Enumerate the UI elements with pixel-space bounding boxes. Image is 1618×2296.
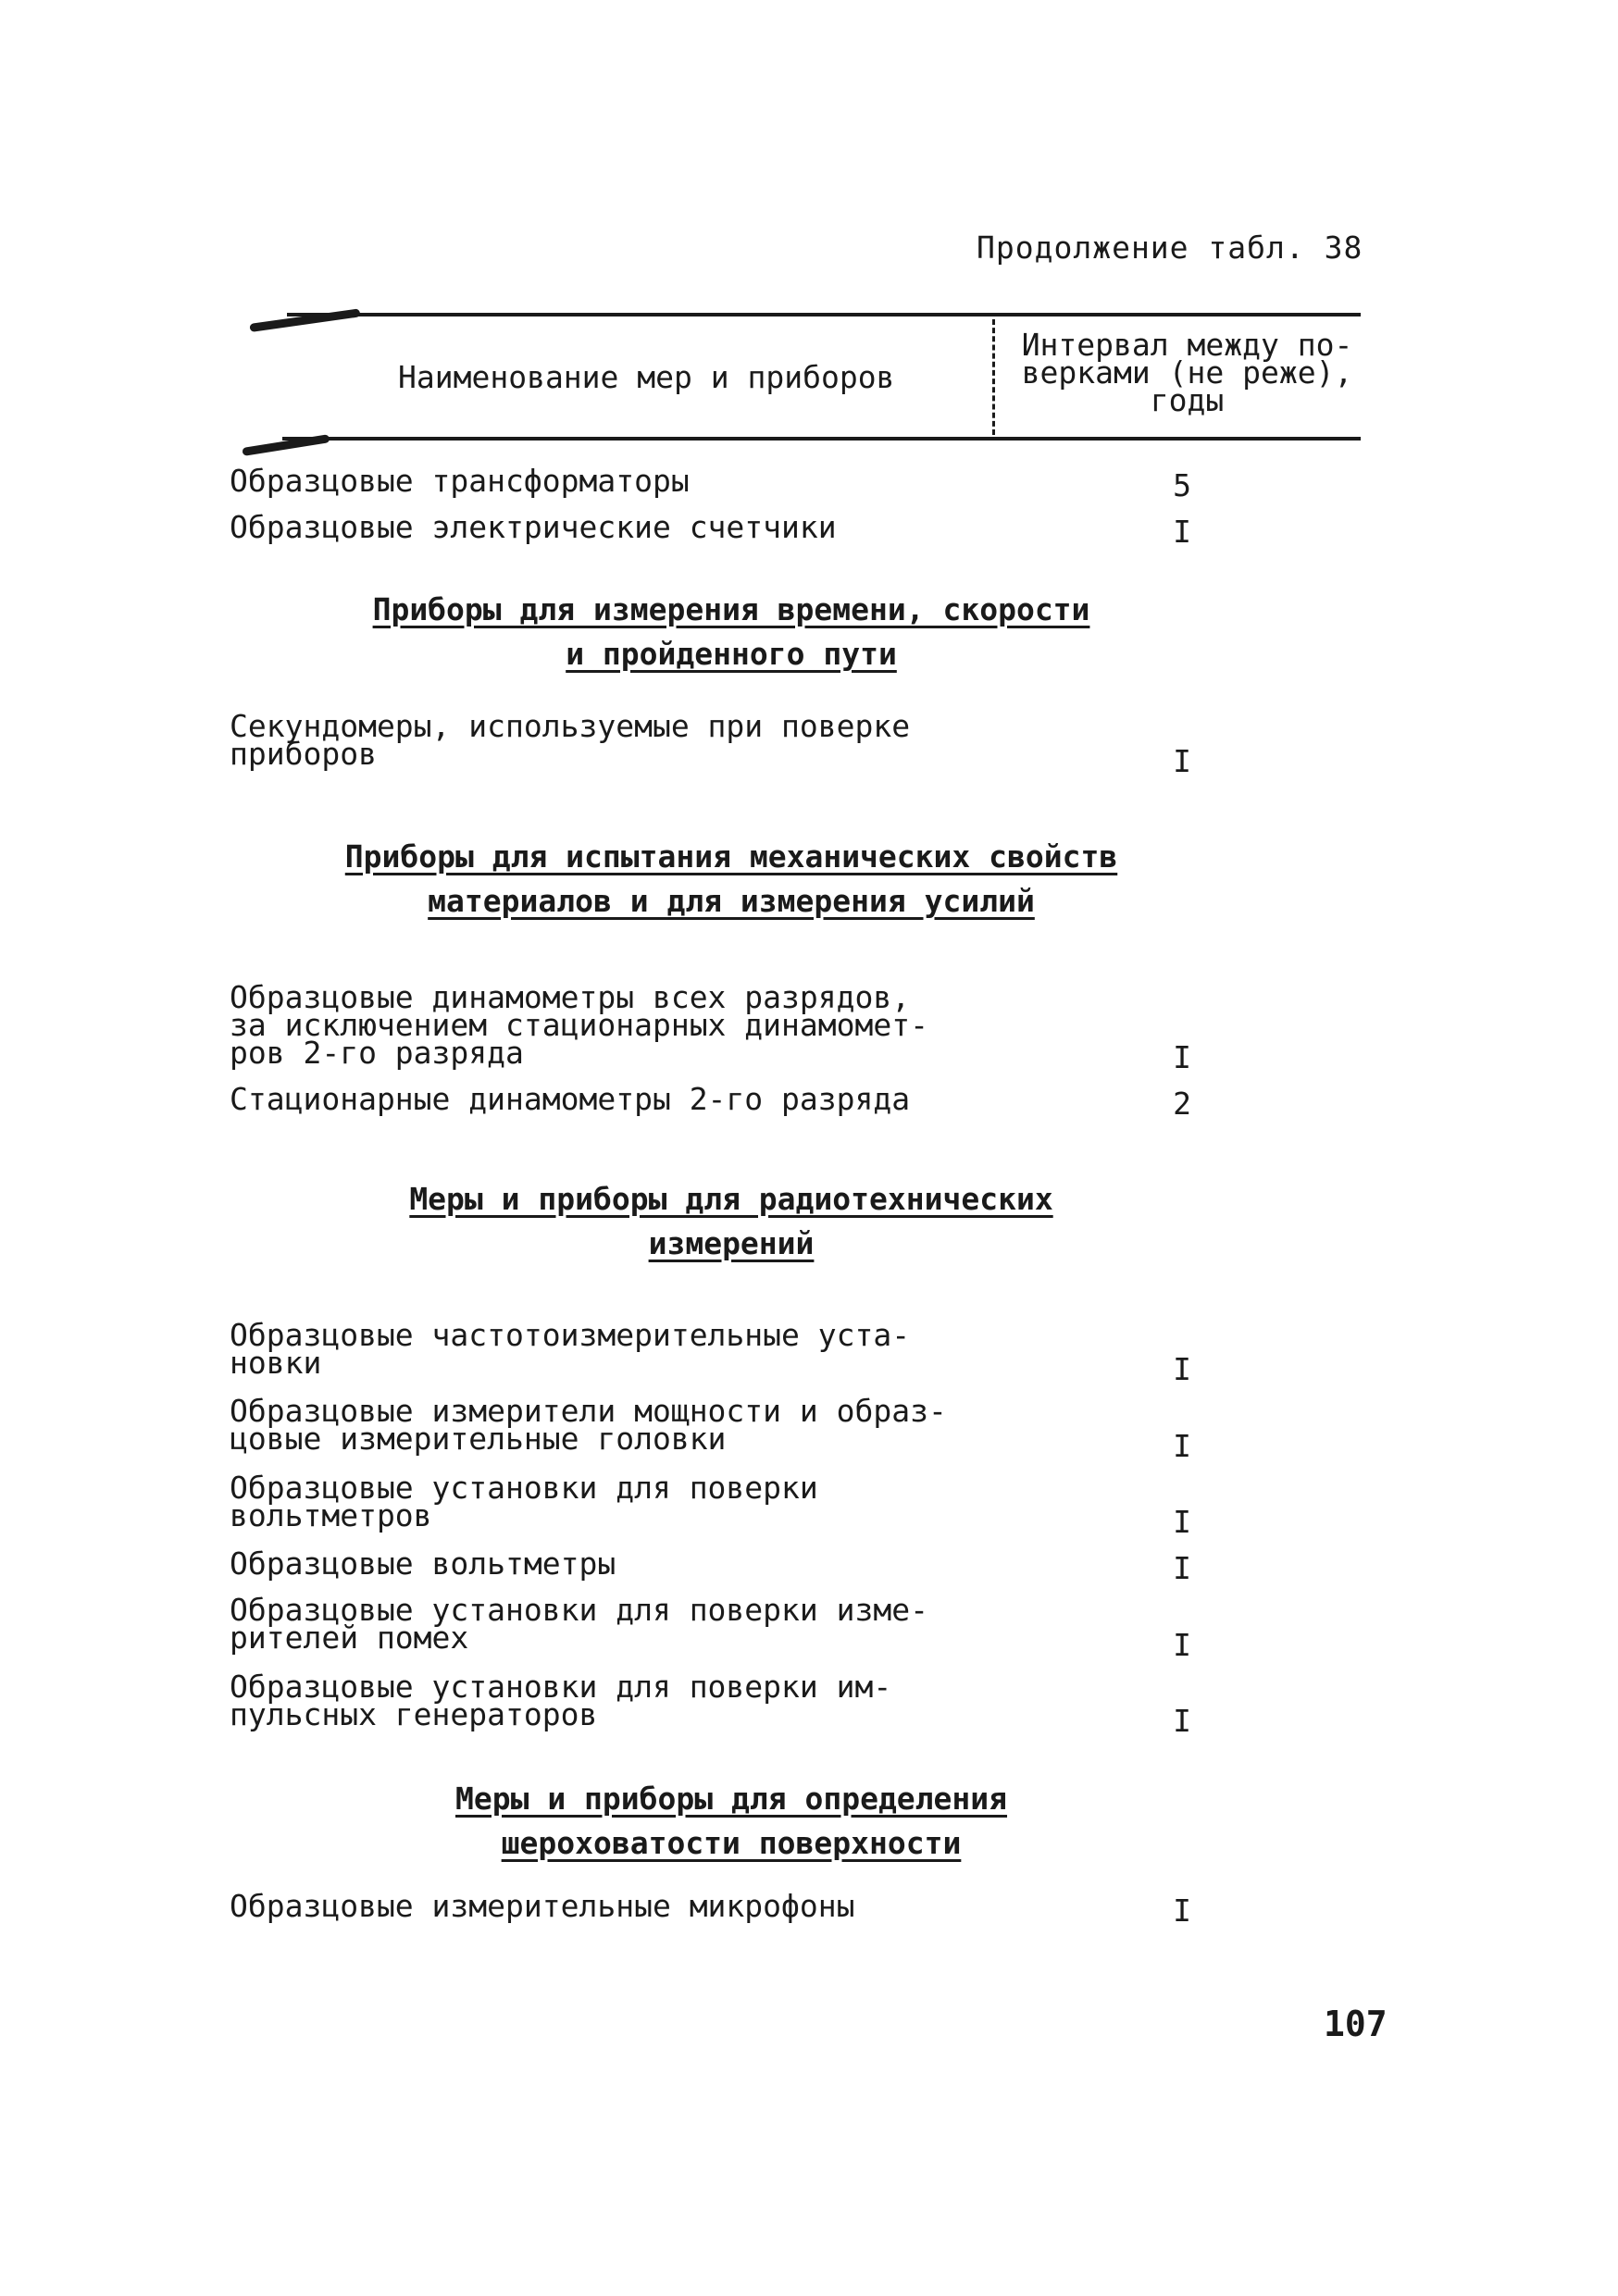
table-row-interval: I — [1173, 514, 1191, 550]
table-continuation-caption: Продолжение табл. 38 — [977, 230, 1363, 266]
section-heading: Меры и приборы для определения шероховатости поверхности — [454, 1781, 1008, 1861]
page-number: 107 — [1324, 2004, 1388, 2044]
column-header-interval-line: верками (не реже), — [1021, 354, 1353, 391]
table-row-interval: I — [1173, 1893, 1191, 1929]
column-header-interval — [1009, 327, 1365, 418]
table-row-name: Образцовые установки для поверки вольтметров — [230, 1470, 818, 1533]
column-header-interval-line: Интервал между по- — [1021, 327, 1353, 363]
table-row-interval: I — [1173, 1703, 1191, 1739]
table-row-interval: 2 — [1173, 1086, 1191, 1122]
table-header-bottom-rule — [282, 437, 1361, 441]
table-row-interval: 5 — [1173, 467, 1191, 503]
table-row-interval: I — [1173, 1627, 1191, 1663]
table-row-name: Образцовые установки для поверки изме- рителей помех — [230, 1592, 928, 1656]
table-row-interval: I — [1173, 1351, 1191, 1387]
table-row-interval: I — [1173, 1039, 1191, 1075]
table-row-name: Образцовые установки для поверки им- пульсных генераторов — [230, 1669, 892, 1732]
table-row-name: Образцовые трансформаторы — [230, 463, 690, 499]
table-row-name: Образцовые электрические счетчики — [230, 509, 837, 545]
section-heading: Приборы для измерения времени, скорости и пройденного пути — [372, 591, 1090, 672]
section-heading: Меры и приборы для радиотехнических измерений — [409, 1181, 1053, 1261]
column-header-name: Наименование мер и приборов — [398, 359, 895, 395]
table-row-name: Секундомеры, используемые при поверке приборов — [230, 708, 911, 772]
table-row-name: Образцовые измерительные микрофоны — [230, 1888, 855, 1924]
table-row-interval: I — [1173, 1428, 1191, 1464]
table-row-interval: I — [1173, 743, 1191, 779]
column-divider — [992, 319, 995, 435]
table-top-rule — [287, 313, 1361, 316]
table-row-name: Образцовые измерители мощности и образ- цовые измерительные головки — [230, 1393, 947, 1457]
column-header-interval-line: годы — [1150, 382, 1225, 418]
table-row-name: Образцовые динамометры всех разрядов, за исключением стационарных динамомет- ров 2-го разряда — [230, 979, 928, 1071]
table-row-name: Образцовые частотоизмерительные уста- новки — [230, 1317, 911, 1381]
table-row-name: Образцовые вольтметры — [230, 1545, 616, 1582]
table-row-interval: I — [1173, 1550, 1191, 1586]
table-row-name: Стационарные динамометры 2-го разряда — [230, 1081, 911, 1117]
table-row-interval: I — [1173, 1504, 1191, 1540]
section-heading: Приборы для испытания механических свойств материалов и для измерения усилий — [344, 838, 1118, 919]
